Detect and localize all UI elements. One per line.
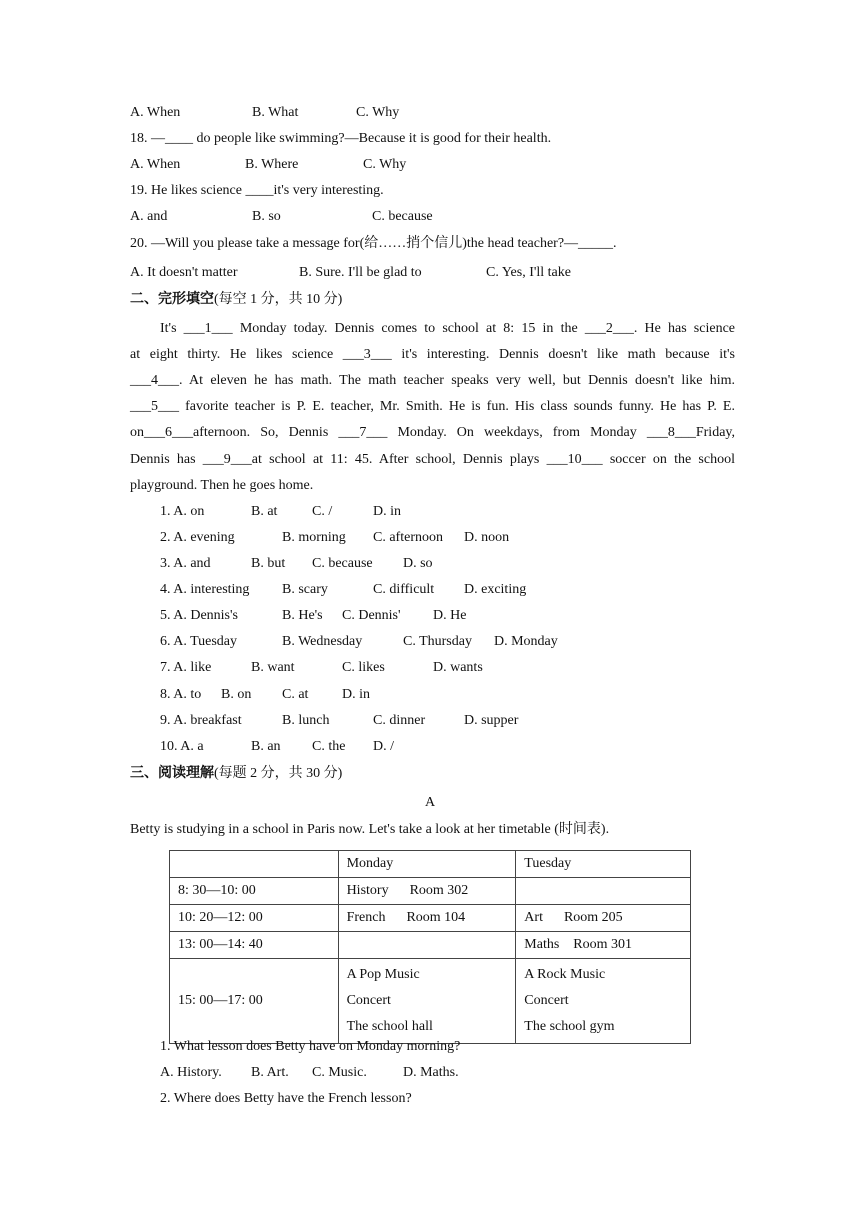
table-cell bbox=[516, 878, 691, 905]
table-cell: Art Room 205 bbox=[516, 905, 691, 932]
option: C. afternoon bbox=[373, 530, 443, 545]
option: B. at bbox=[251, 504, 278, 519]
option: B. so bbox=[252, 209, 281, 224]
option: C. because bbox=[372, 209, 433, 224]
option: D. in bbox=[373, 504, 401, 519]
option: 8. A. to bbox=[160, 687, 202, 702]
part-label: A bbox=[424, 795, 436, 810]
option: C. likes bbox=[342, 660, 385, 675]
option: B. on bbox=[221, 687, 252, 702]
question-20: 20. —Will you please take a message for(给……捎个信儿)the head teacher?—_____. bbox=[130, 236, 617, 251]
option: D. Maths. bbox=[403, 1065, 459, 1080]
reading-question-1: 1. What lesson does Betty have on Monday morning? bbox=[160, 1039, 461, 1054]
option: C. because bbox=[312, 556, 373, 571]
passage-line: It's ___1___ Monday today. Dennis comes to school at 8: 15 in the ___2___. He has science bbox=[160, 321, 735, 336]
question-19: 19. He likes science ____it's very interesting. bbox=[130, 183, 384, 198]
option: C. difficult bbox=[373, 582, 435, 597]
option: C. / bbox=[312, 504, 333, 519]
option: 2. A. evening bbox=[160, 530, 235, 545]
option: B. want bbox=[251, 660, 295, 675]
cell-line: The school gym bbox=[524, 1019, 615, 1034]
passage-line: Dennis has ___9___at school at 11: 45. After school, Dennis plays ___10___ soccer on the school bbox=[130, 452, 735, 467]
section-score: (每空 1 分，共 10 分) bbox=[214, 292, 343, 307]
passage-line: on___6___afternoon. So, Dennis ___7___ Monday. On weekdays, from Monday ___8___Friday, bbox=[130, 425, 735, 440]
table-row bbox=[170, 932, 691, 959]
option: A. and bbox=[130, 209, 168, 224]
option: C. the bbox=[312, 739, 346, 754]
option: C. Why bbox=[356, 105, 400, 120]
section-3-heading bbox=[130, 765, 342, 783]
option: B. Where bbox=[245, 157, 299, 172]
option: B. Wednesday bbox=[282, 634, 363, 649]
table-row bbox=[170, 851, 691, 878]
table-cell: 8: 30—10: 00 bbox=[170, 878, 339, 905]
option: D. Monday bbox=[494, 634, 558, 649]
option: A. It doesn't matter bbox=[130, 265, 238, 280]
cell-line: A Pop Music bbox=[346, 967, 420, 982]
option: C. Why bbox=[363, 157, 407, 172]
table-row bbox=[170, 905, 691, 932]
option: C. Dennis' bbox=[342, 608, 401, 623]
option: C. Yes, I'll take bbox=[486, 265, 571, 280]
section-title: 二、完形填空 bbox=[130, 292, 214, 307]
option: D. exciting bbox=[464, 582, 527, 597]
reading-question-2: 2. Where does Betty have the French lesson? bbox=[160, 1091, 412, 1106]
option: 5. A. Dennis's bbox=[160, 608, 238, 623]
option: B. morning bbox=[282, 530, 346, 545]
section-2-heading bbox=[130, 291, 342, 309]
option: 9. A. breakfast bbox=[160, 713, 242, 728]
table-cell: 10: 20—12: 00 bbox=[170, 905, 339, 932]
table-cell: Maths Room 301 bbox=[516, 932, 691, 959]
option: A. History. bbox=[160, 1065, 222, 1080]
table-row bbox=[170, 959, 691, 1044]
question-18: 18. —____ do people like swimming?—Because it is good for their health. bbox=[130, 131, 552, 146]
option: A. When bbox=[130, 157, 181, 172]
table-cell bbox=[516, 959, 691, 1044]
option: 7. A. like bbox=[160, 660, 212, 675]
option: 4. A. interesting bbox=[160, 582, 250, 597]
option: B. but bbox=[251, 556, 286, 571]
table-cell bbox=[338, 932, 516, 959]
option: D. / bbox=[373, 739, 394, 754]
cell-line: A Rock Music bbox=[524, 967, 606, 982]
option: C. dinner bbox=[373, 713, 426, 728]
passage-line: ___4___. At eleven he has math. The math teacher speaks very well, but Dennis doesn't like him. bbox=[130, 373, 735, 388]
table-cell bbox=[338, 959, 516, 1044]
option: B. scary bbox=[282, 582, 328, 597]
option: D. supper bbox=[464, 713, 519, 728]
cell-line: The school hall bbox=[346, 1019, 433, 1034]
option: 6. A. Tuesday bbox=[160, 634, 238, 649]
option: C. Thursday bbox=[403, 634, 472, 649]
passage-line: playground. Then he goes home. bbox=[130, 478, 314, 493]
option: D. He bbox=[433, 608, 467, 623]
option: D. noon bbox=[464, 530, 510, 545]
option: B. Art. bbox=[251, 1065, 289, 1080]
option: B. Sure. I'll be glad to bbox=[299, 265, 422, 280]
table-cell: Monday bbox=[338, 851, 516, 878]
passage-line: at eight thirty. He likes science ___3___ it's interesting. Dennis doesn't like math because it's bbox=[130, 347, 735, 362]
table-cell: French Room 104 bbox=[338, 905, 516, 932]
option: D. in bbox=[342, 687, 370, 702]
cell-line: Concert bbox=[524, 993, 569, 1008]
reading-intro: Betty is studying in a school in Paris now. Let's take a look at her timetable (时间表). bbox=[130, 822, 610, 837]
passage-line: ___5___ favorite teacher is P. E. teacher, Mr. Smith. He is fun. His class sounds funny. He has P. E. bbox=[130, 399, 735, 414]
option: D. wants bbox=[433, 660, 483, 675]
option: B. What bbox=[252, 105, 299, 120]
table-cell: 15: 00—17: 00 bbox=[170, 959, 339, 1044]
table-row bbox=[170, 878, 691, 905]
timetable bbox=[169, 850, 691, 1044]
option: B. an bbox=[251, 739, 281, 754]
section-score: (每题 2 分，共 30 分) bbox=[214, 766, 343, 781]
option: C. Music. bbox=[312, 1065, 367, 1080]
option: C. at bbox=[282, 687, 309, 702]
cell-line: Concert bbox=[346, 993, 391, 1008]
option: A. When bbox=[130, 105, 181, 120]
option: D. so bbox=[403, 556, 433, 571]
table-cell: History Room 302 bbox=[338, 878, 516, 905]
table-cell: 13: 00—14: 40 bbox=[170, 932, 339, 959]
option: 1. A. on bbox=[160, 504, 205, 519]
option: 10. A. a bbox=[160, 739, 204, 754]
option: B. lunch bbox=[282, 713, 330, 728]
section-title: 三、阅读理解 bbox=[130, 766, 214, 781]
option: 3. A. and bbox=[160, 556, 211, 571]
option: B. He's bbox=[282, 608, 323, 623]
table-cell bbox=[170, 851, 339, 878]
table-cell: Tuesday bbox=[516, 851, 691, 878]
